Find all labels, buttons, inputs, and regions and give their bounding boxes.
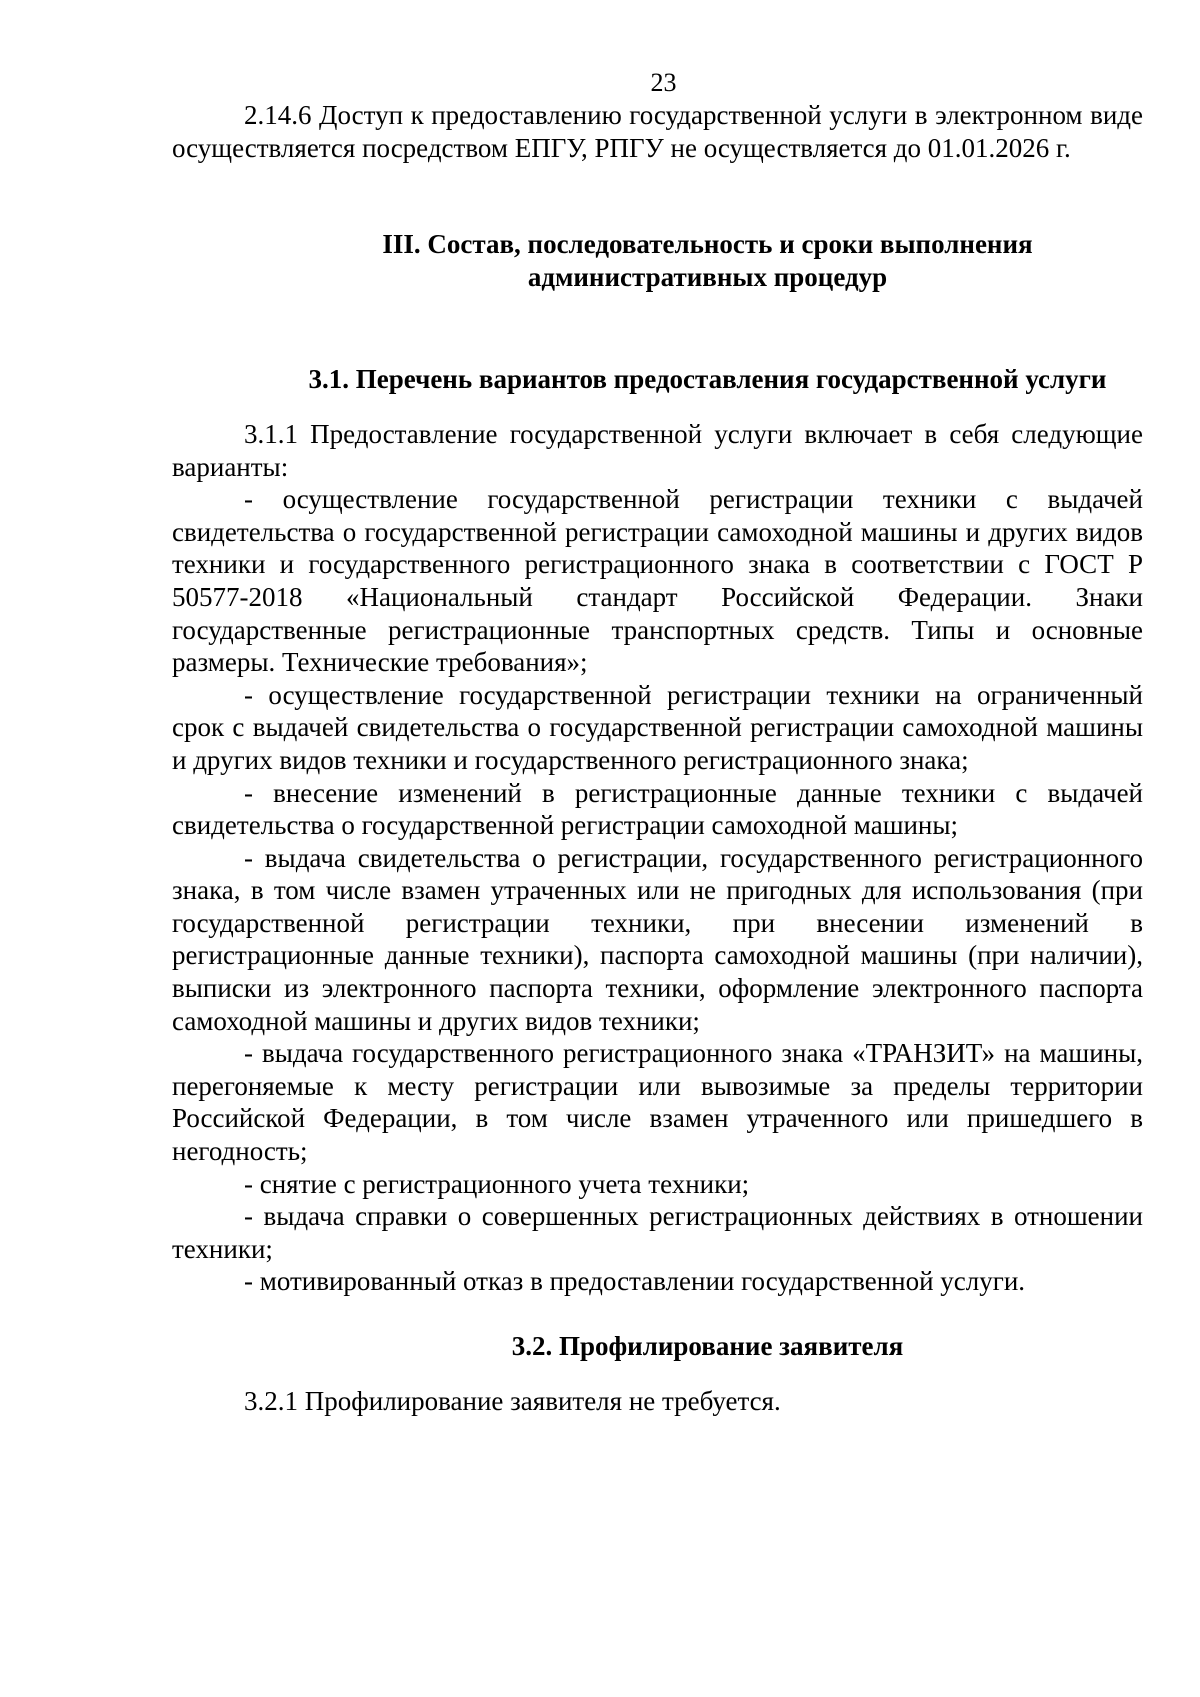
section-3-title bbox=[172, 228, 1143, 293]
variant-item: - осуществление государственной регистрации техники на ограниченный срок с выдачей свидетельства о государственной регистрации самоходной машины и других видов техники и государственного регистрационного знака; bbox=[172, 679, 1143, 775]
section-3-title-line1: III. Состав, последовательность и сроки выполнения bbox=[382, 229, 1033, 260]
document-page bbox=[172, 66, 1143, 1417]
variant-item: - выдача справки о совершенных регистрационных действиях в отношении техники; bbox=[172, 1201, 1143, 1264]
page-number: 23 bbox=[650, 68, 677, 97]
section-3-1-title: 3.1. Перечень вариантов предоставления государственной услуги bbox=[308, 364, 1107, 395]
paragraph-3-2-1: 3.2.1 Профилирование заявителя не требуется. bbox=[244, 1385, 781, 1416]
paragraph-3-1-1: 3.1.1 Предоставление государственной услуги включает в себя следующие варианты: bbox=[172, 418, 1143, 482]
variant-item: - внесение изменений в регистрационные данные техники с выдачей свидетельства о государственной регистрации самоходной машины; bbox=[172, 777, 1143, 841]
variant-item: - снятие с регистрационного учета техники; bbox=[244, 1168, 750, 1199]
variant-item: - выдача свидетельства о регистрации, государственного регистрационного знака, в том числе взамен утраченных или не пригодных для использования (при государственной регистрации техники, при внесении изменений в регистрационные данные техники), паспорта самоходной машины (при наличии), выписки из электронного паспорта техники, оформление электронного паспорта самоходной машины и других видов техники; bbox=[172, 842, 1143, 1036]
paragraph-2-14-6: 2.14.6 Доступ к предоставлению государственной услуги в электронном виде осуществляется посредством ЕПГУ, РПГУ не осуществляется до 01.01.2026 г. bbox=[172, 100, 1143, 163]
section-3-title-line2: административных процедур bbox=[527, 261, 888, 292]
variant-item: - выдача государственного регистрационного знака «ТРАНЗИТ» на машины, перегоняемые к месту регистрации или вывозимые за пределы территории Российской Федерации, в том числе взамен утраченного или пришедшего в негодность; bbox=[172, 1038, 1143, 1167]
section-3-2-title: 3.2. Профилирование заявителя bbox=[511, 1331, 904, 1361]
variant-item: - осуществление государственной регистрации техники с выдачей свидетельства о государственной регистрации самоходной машины и других видов техники и государственного регистрационного знака в соответствии с ГОСТ Р 50577-2018 «Национальный стандарт Российской Федерации. Знаки государственные регистрационные транспортных средств. Типы и основные размеры. Технические требования»; bbox=[172, 484, 1143, 678]
variant-item: - мотивированный отказ в предоставлении государственной услуги. bbox=[244, 1266, 1026, 1297]
